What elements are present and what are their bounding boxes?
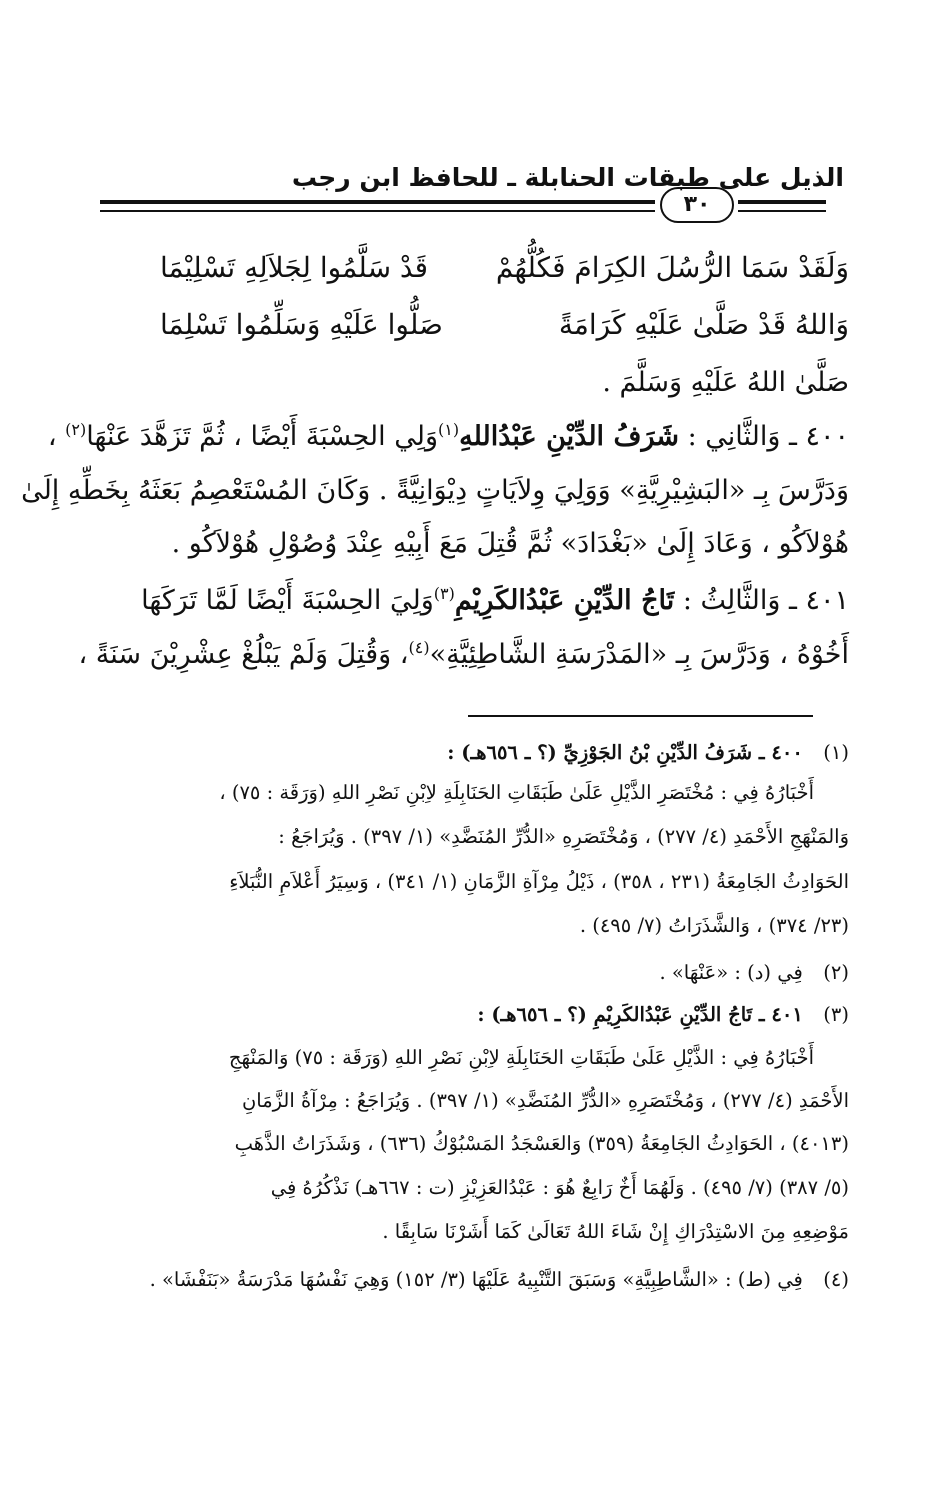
footnote-ref-1[interactable]: (١)	[438, 420, 460, 439]
entry-400-line-1	[47, 414, 849, 460]
running-header-title: الذيل على طبقات الحنابلة ـ للحافظ ابن رجب	[291, 163, 844, 192]
entry-401-text-a: أَخُوْهُ ، وَدَرَّسَ بِـ «المَدْرَسَةِ الشَّاطِئِيَّةِ»	[429, 639, 849, 670]
header-rule-left-thin	[738, 210, 826, 212]
footnote-1-line-2: وَالمَنْهَجِ الأَحْمَدِ (٤/ ٢٧٧) ، وَمُخْتَصَرِهِ «الدُّرِّ المُنَضَّدِ» (١/ ٣٩٧) . وَيُرَاجَعُ :	[278, 825, 849, 848]
header-rule-thin	[100, 210, 655, 212]
entry-401-text-b: ، وَقُتِلَ وَلَمْ يَبْلُغْ عِشْرِيْنَ سَنَةً ،	[78, 639, 409, 670]
closing-blessing: صَلَّىٰ اللهُ عَلَيْهِ وَسَلَّمَ .	[602, 367, 849, 398]
entry-400-comma: ،	[47, 421, 57, 452]
entry-401-number: ٤٠١ ـ وَالثَّالِثُ :	[682, 585, 849, 616]
poem-verse1-first-hemistich: وَلَقَدْ سَمَا الرُّسُلَ الكِرَامَ فَكُلُّهُمْ	[495, 251, 849, 284]
footnote-1-number: (١)	[823, 741, 849, 764]
entry-401-line-1	[129, 578, 849, 624]
footnote-ref-3[interactable]: (٣)	[433, 584, 455, 603]
footnote-3-line-5: مَوْضِعِهِ مِنَ الاسْتِدْرَاكِ إِنْ شَاءَ اللهُ تَعَالَىٰ كَمَا أَشَرْنَا سَابِقًا .	[382, 1220, 849, 1243]
entry-400-line-3: هُوْلاَكُو ، وَعَادَ إِلَىٰ «بَغْدَادَ» ثُمَّ قُتِلَ مَعَ أَبِيْهِ عِنْدَ وُصُوْلِ هُوْلاَكُو .	[171, 528, 849, 559]
entry-400-person-name: شَرَفُ الدِّيْنِ عَبْدُاللهِ	[459, 421, 679, 452]
footnote-2	[109, 955, 849, 991]
footnote-2-text: فِي (د) : «عَنْهَا» .	[659, 961, 803, 984]
footnote-separator	[468, 715, 813, 717]
entry-401-text: وَلِيَ الحِسْبَةَ أَيْضًا لَمَّا تَرَكَهَا	[141, 585, 434, 616]
entry-401-person-name: تَاجُ الدِّيْنِ عَبْدُالكَرِيْمِ	[454, 585, 675, 616]
footnote-4-text: فِي (ط) : «الشَّاطِبِيَّةِ» وَسَبَقَ التَّنْبِيهُ عَلَيْهَا (٣/ ١٥٢) وَهِيَ نَفْسُهَا مَدْرَسَةُ «بَنَفْشَا» .	[149, 1268, 803, 1291]
entry-400-line-2: وَدَرَّسَ بِـ «البَشِيْرِيَّةِ» وَوَلِيَ وِلاَيَاتٍ دِيْوَانِيَّةً . وَكَانَ المُسْتَعْصِمُ بَعَثَهُ بِخَطِّهِ إِلَىٰ	[21, 475, 849, 506]
footnote-3-title: ٤٠١ ـ تَاجُ الدِّيْنِ عَبْدُالكَرِيْمِ (؟ ـ ٦٥٦هـ) :	[477, 1003, 803, 1026]
header-rule-left-thick	[738, 200, 826, 204]
poem-verse2-first-hemistich: وَاللهُ قَدْ صَلَّىٰ عَلَيْهِ كَرَامَةً	[558, 308, 849, 341]
header-rule-thick	[100, 200, 655, 204]
entry-400-text: وَلِي الحِسْبَةَ أَيْضًا ، ثُمَّ تَزَهَّدَ عَنْهَا	[86, 421, 439, 452]
footnote-2-number: (٢)	[823, 961, 849, 984]
footnote-1-title: ٤٠٠ ـ شَرَفُ الدِّيْنِ بْنُ الجَوْزِيِّ (؟ ـ ٦٥٦هـ) :	[447, 741, 803, 764]
entry-400-number: ٤٠٠ ـ وَالثَّانِي :	[687, 421, 849, 452]
entry-401-line-2	[78, 632, 849, 678]
page-number-badge: ٣٠	[660, 187, 734, 223]
footnote-3-line-1: أَخْبَارُهُ فِي : الذَّيْلِ عَلَىٰ طَبَقَاتِ الحَنَابِلَةِ لاِبْنِ نَصْرِ اللهِ (وَرَقَة : ٧٥) وَالمَنْهَجِ	[228, 1046, 814, 1069]
footnote-4-number: (٤)	[823, 1268, 849, 1291]
footnote-3-line-4: (٥/ ٣٨٧) (٧/ ٤٩٥) . وَلَهُمَا أَخٌ رَابِعٌ هُوَ : عَبْدُالعَزِيْزِ (ت : ٦٦٧هـ) نَذْكُرُهُ فِي	[270, 1176, 849, 1199]
footnote-1-line-3: الحَوَادِثُ الجَامِعَةُ (٢٣١ ، ٣٥٨) ، ذَيْلُ مِرْآةِ الزَّمَانِ (١/ ٣٤١) ، وَسِيَرُ أَعْلاَمِ النُّبَلاَءِ	[229, 870, 849, 893]
footnote-ref-2[interactable]: (٢)	[65, 420, 87, 439]
footnote-3-line-3: (٤٠١٣) ، الحَوَادِثُ الجَامِعَةُ (٣٥٩) وَالعَسْجَدُ المَسْبُوْكُ (٦٣٦) ، وَشَذَرَاتُ الذَّهَبِ	[234, 1132, 849, 1155]
footnote-4	[109, 1262, 849, 1298]
poem-verse1-second-hemistich: قَدْ سَلَّمُوا لِجَلاَلِهِ تَسْلِيْمَا	[160, 251, 429, 284]
footnote-3-heading	[109, 997, 849, 1033]
poem-verse2-second-hemistich: صَلُّوا عَلَيْهِ وَسَلِّمُوا تَسْلِمَا	[160, 308, 443, 341]
footnote-ref-4[interactable]: (٤)	[408, 638, 430, 657]
footnote-3-number: (٣)	[823, 1003, 849, 1026]
footnote-3-line-2: الأَحْمَدِ (٤/ ٢٧٧) ، وَمُخْتَصَرِهِ «الدُّرِّ المُنَضَّدِ» (١/ ٣٩٧) . وَيُرَاجَعُ : مِرْآةُ الزَّمَانِ	[241, 1089, 849, 1112]
footnote-1-line-4: (٢٣/ ٣٧٤) ، وَالشَّذَرَاتُ (٧/ ٤٩٥) .	[579, 914, 849, 937]
footnote-1-heading	[109, 735, 849, 771]
footnote-1-line-1: أَخْبَارُهُ فِي : مُخْتَصَرِ الذَّيْلِ عَلَىٰ طَبَقَاتِ الحَنَابِلَةِ لاِبْنِ نَصْرِ اللهِ (وَرَقَة : ٧٥) ،	[219, 781, 814, 804]
